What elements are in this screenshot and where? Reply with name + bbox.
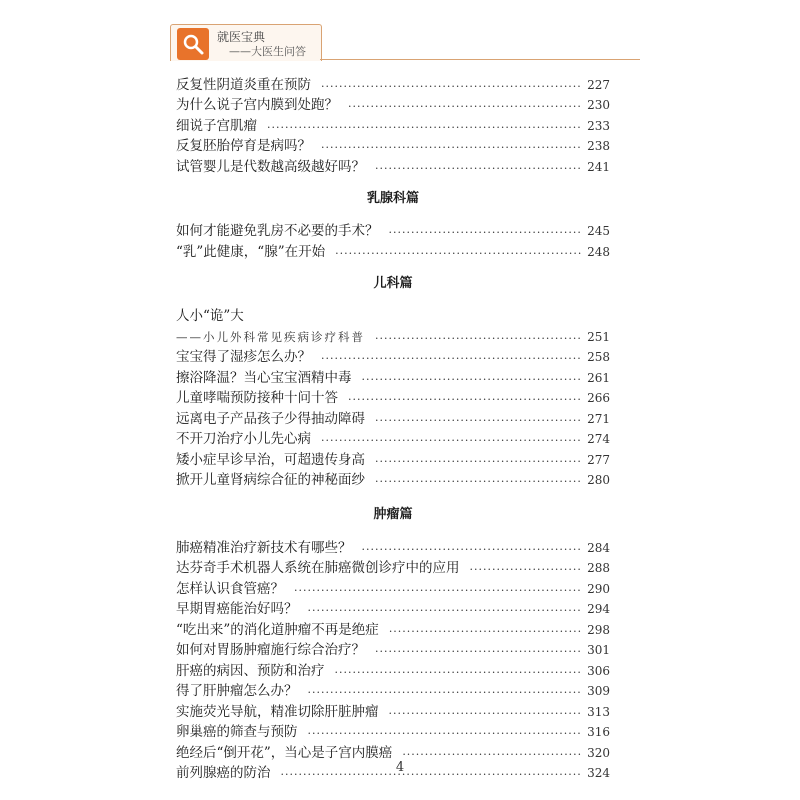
toc-entry-title: 实施荧光导航，精准切除肝脏肿瘤 xyxy=(176,703,379,720)
toc-entry-title: 掀开儿童肾病综合征的神秘面纱 xyxy=(176,472,365,488)
toc-entry[interactable] xyxy=(176,619,610,640)
toc-entry-title: 反复性阴道炎重在预防 xyxy=(176,76,311,93)
toc-entry-title: 卵巢癌的筛查与预防 xyxy=(176,724,298,740)
leader-dots xyxy=(362,542,582,558)
toc-entry-title: 肺癌精准治疗新技术有哪些？ xyxy=(176,539,352,556)
toc-entry-page: 271 xyxy=(587,411,610,426)
toc-entry[interactable] xyxy=(176,95,610,116)
toc-entry-page: 248 xyxy=(587,244,610,259)
toc-entry-page: 245 xyxy=(587,224,610,238)
magnifier-icon xyxy=(177,28,209,60)
toc-entry-page: 313 xyxy=(587,704,610,719)
toc-entry-title: 早期胃癌能治好吗？ xyxy=(176,601,298,617)
header-subtitle: ——大医生问答 xyxy=(229,45,306,58)
toc-entry-page: 298 xyxy=(587,622,610,637)
running-header xyxy=(170,24,640,62)
toc-entry-title: 矮小症早诊早治，可超遗传身高 xyxy=(176,451,365,468)
toc-entry[interactable] xyxy=(176,681,610,702)
toc-entry[interactable] xyxy=(176,156,610,177)
leader-dots xyxy=(389,225,582,241)
section-heading-breast: 乳腺科篇 xyxy=(366,190,419,206)
toc-entry-title: 试管婴儿是代数越高级越好吗？ xyxy=(176,158,365,175)
toc-entry-title: 不开刀治疗小儿先心病 xyxy=(176,431,311,447)
leader-dots xyxy=(348,99,581,115)
toc-entry-title: 前列腺癌的防治 xyxy=(176,765,271,781)
section-heading-tumor: 肿瘤篇 xyxy=(373,507,413,522)
toc-entry[interactable] xyxy=(176,408,610,429)
toc-entry-page: 266 xyxy=(587,391,610,405)
toc-entry-page: 238 xyxy=(587,139,610,153)
leader-dots xyxy=(308,603,582,619)
header-rule xyxy=(320,59,640,60)
toc-entry[interactable] xyxy=(176,326,610,347)
leader-dots xyxy=(335,665,582,681)
toc-entry-title: 擦浴降温？当心宝宝酒精中毒 xyxy=(176,369,352,386)
toc-group-pediatrics xyxy=(176,306,610,491)
toc-entry-title: 远离电子产品孩子少得抽动障碍 xyxy=(176,410,365,427)
toc-entry[interactable] xyxy=(176,136,610,157)
toc-entry[interactable] xyxy=(176,470,610,491)
toc-entry-title: 人小“诡”大 xyxy=(176,308,244,324)
toc-entry[interactable] xyxy=(176,640,610,661)
header-title: 就医宝典 xyxy=(217,30,266,44)
toc-entry[interactable] xyxy=(176,367,610,388)
toc-entry-page: 277 xyxy=(587,452,610,467)
toc-entry[interactable] xyxy=(176,660,610,681)
toc-entry-page: 306 xyxy=(587,663,610,678)
toc-entry-title: “乳”此健康，“腺”在开始 xyxy=(176,243,326,260)
page-number: 4 xyxy=(395,760,405,775)
toc-entry[interactable] xyxy=(176,722,610,743)
toc-entry[interactable] xyxy=(176,115,610,136)
toc-entry-heading[interactable] xyxy=(176,306,610,327)
toc-entry[interactable] xyxy=(176,388,610,409)
toc-entry[interactable] xyxy=(176,537,610,558)
toc-entry-title: 反复胚胎停育是病吗？ xyxy=(176,138,311,154)
toc-entry-page: 251 xyxy=(587,329,610,344)
toc-entry-page: 288 xyxy=(587,561,610,575)
toc-entry[interactable] xyxy=(176,74,610,95)
toc-entry-page: 258 xyxy=(587,350,610,364)
leader-dots xyxy=(375,161,581,177)
toc-entry-page: 233 xyxy=(587,118,610,133)
toc-entry[interactable] xyxy=(176,558,610,579)
toc-entry-title: 绝经后“倒开花”，当心是子宫内膜癌 xyxy=(176,744,393,761)
toc-group-tumor xyxy=(176,537,610,783)
leader-dots xyxy=(375,474,581,490)
toc-entry-page: 227 xyxy=(587,77,610,92)
leader-dots xyxy=(389,706,582,722)
toc-group-gynecology xyxy=(176,74,610,177)
toc-entry-title: 如何才能避免乳房不必要的手术？ xyxy=(176,223,379,239)
leader-dots xyxy=(294,583,581,599)
toc-entry-page: 274 xyxy=(587,432,610,446)
leader-dots xyxy=(375,413,581,429)
toc-entry-title: 细说子宫肌瘤 xyxy=(176,117,257,134)
toc-entry[interactable] xyxy=(176,221,610,242)
toc-entry-title: 为什么说子宫内膜到处跑？ xyxy=(176,97,338,113)
toc-group-breast xyxy=(176,221,610,262)
toc-entry-page: 280 xyxy=(587,473,610,487)
toc-entry-page: 320 xyxy=(587,745,610,760)
toc-entry-subtitle: ——小儿外科常见疾病诊疗科普 xyxy=(176,329,365,344)
toc-entry-page: 290 xyxy=(587,581,610,596)
toc-entry-title: 怎样认识食管癌？ xyxy=(176,580,284,597)
toc-entry[interactable] xyxy=(176,578,610,599)
toc-entry[interactable] xyxy=(176,241,610,262)
toc-entry-page: 316 xyxy=(587,725,610,739)
toc-entry-title: 肝癌的病因、预防和治疗 xyxy=(176,662,325,679)
section-heading-pediatrics: 儿科篇 xyxy=(373,275,413,291)
toc-entry-title: 儿童哮喘预防接种十问十答 xyxy=(176,390,338,406)
leader-dots xyxy=(321,433,581,449)
leader-dots xyxy=(348,392,581,408)
toc-entry-title: “吃出来”的消化道肿瘤不再是绝症 xyxy=(176,621,379,638)
toc-entry[interactable] xyxy=(176,599,610,620)
leader-dots xyxy=(267,120,581,136)
toc-entry-title: 如何对胃肠肿瘤施行综合治疗？ xyxy=(176,642,365,658)
toc-entry-page: 294 xyxy=(587,602,610,616)
toc-entry-page: 230 xyxy=(587,98,610,112)
toc-entry-page: 261 xyxy=(587,370,610,385)
toc-entry[interactable] xyxy=(176,449,610,470)
leader-dots xyxy=(308,685,582,701)
leader-dots xyxy=(321,79,581,95)
toc-entry-title: 宝宝得了湿疹怎么办？ xyxy=(176,349,311,365)
leader-dots xyxy=(321,351,581,367)
toc-entry-page: 284 xyxy=(587,540,610,555)
leader-dots xyxy=(308,726,582,742)
leader-dots xyxy=(389,624,581,640)
leader-dots xyxy=(375,454,581,470)
toc-entry[interactable] xyxy=(176,347,610,368)
leader-dots xyxy=(375,331,581,347)
toc-entry-page: 324 xyxy=(587,766,610,780)
toc-entry-title: 得了肝肿瘤怎么办？ xyxy=(176,683,298,699)
toc-entry-page: 301 xyxy=(587,643,610,657)
toc-entry-page: 241 xyxy=(587,159,610,174)
table-of-contents xyxy=(176,74,610,783)
leader-dots xyxy=(362,372,582,388)
leader-dots xyxy=(470,562,582,578)
leader-dots xyxy=(321,140,581,156)
toc-entry[interactable] xyxy=(176,701,610,722)
toc-entry[interactable] xyxy=(176,429,610,450)
header-tab xyxy=(170,24,322,61)
leader-dots xyxy=(335,246,581,262)
toc-entry-title: 达芬奇手术机器人系统在肺癌微创诊疗中的应用 xyxy=(176,560,460,576)
leader-dots xyxy=(375,644,581,660)
toc-entry-page: 309 xyxy=(587,684,610,698)
